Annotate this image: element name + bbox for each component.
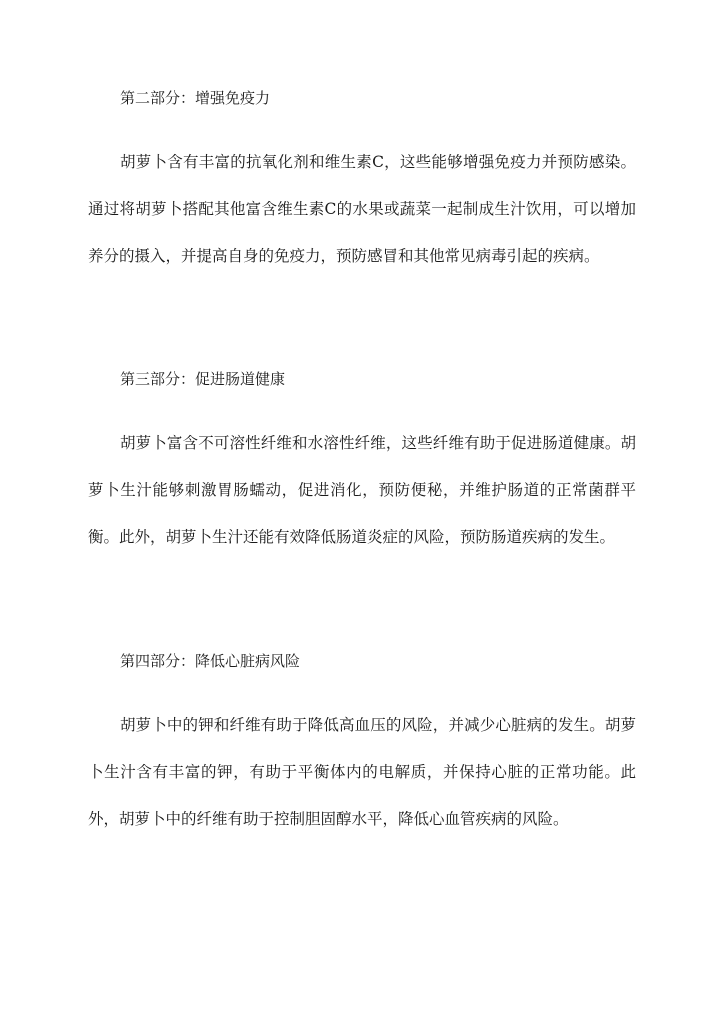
- section-heading: 第四部分：降低心脏病风险: [120, 652, 301, 670]
- section-immunity: [88, 87, 636, 280]
- section-gut-health: [88, 368, 636, 561]
- section-heart-health: [88, 650, 636, 843]
- section-paragraph: 胡萝卜中的钾和纤维有助于降低高血压的风险，并减少心脏病的发生。胡萝卜生汁含有丰富的钾，有助于平衡体内的电解质，并保持心脏的正常功能。此外，胡萝卜中的纤维有助于控制胆固醇水平，降低心血管疾病的风险。: [88, 716, 636, 828]
- section-paragraph: 胡萝卜含有丰富的抗氧化剂和维生素C，这些能够增强免疫力并预防感染。通过将胡萝卜搭配其他富含维生素C的水果或蔬菜一起制成生汁饮用，可以增加养分的摄入，并提高自身的免疫力，预防感冒和其他常见病毒引起的疾病。: [88, 153, 636, 265]
- section-heading: 第三部分：促进肠道健康: [120, 370, 286, 388]
- section-paragraph: 胡萝卜富含不可溶性纤维和水溶性纤维，这些纤维有助于促进肠道健康。胡萝卜生汁能够刺激胃肠蠕动，促进消化，预防便秘，并维护肠道的正常菌群平衡。此外，胡萝卜生汁还能有效降低肠道炎症的风险，预防肠道疾病的发生。: [88, 434, 636, 546]
- section-heading: 第二部分：增强免疫力: [120, 89, 271, 107]
